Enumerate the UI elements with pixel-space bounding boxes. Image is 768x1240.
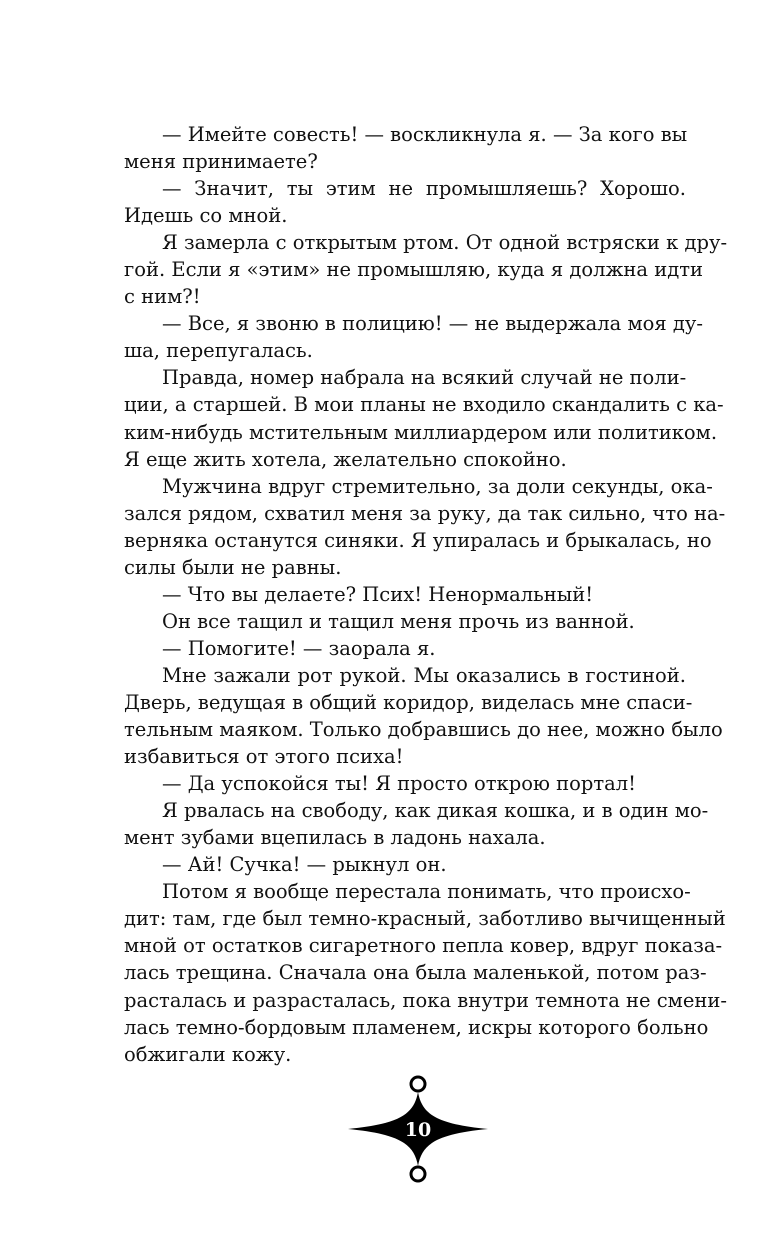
- text-line: силы были не равны.: [124, 555, 342, 579]
- page-number: 10: [404, 1119, 432, 1141]
- star-ornament: [348, 1074, 488, 1186]
- text-line: ша, перепугалась.: [124, 339, 313, 363]
- text-line: ким-нибудь мстительным миллиардером или политиком.: [124, 420, 718, 444]
- paragraph: [124, 878, 727, 1067]
- text-line: — Все, я звоню в полицию! — не выдержала моя ду-: [162, 312, 703, 336]
- text-line: — Помогите! — заорала я.: [162, 636, 436, 660]
- paragraph: [124, 310, 703, 364]
- text-line: Мужчина вдруг стремительно, за доли секунды, ока-: [162, 474, 713, 498]
- text-line: с ним?!: [124, 285, 201, 309]
- paragraph: [124, 635, 686, 662]
- text-line: лась трещина. Сначала она была маленькой, потом раз-: [124, 961, 707, 985]
- text-line: тельным маяком. Только добравшись до нее, можно было: [124, 718, 723, 742]
- paragraph: [124, 473, 726, 581]
- text-line: Я еще жить хотела, желательно спокойно.: [124, 447, 567, 471]
- text-line: мной от остатков сигаретного пепла ковер, вдруг показа-: [124, 934, 723, 958]
- text-line: Потом я вообще перестала понимать, что происхо-: [162, 880, 691, 904]
- paragraph: [124, 797, 709, 851]
- text-line: — Значит, ты этим не промышляешь? Хорошо.: [162, 177, 686, 201]
- paragraph: [124, 608, 686, 635]
- text-line: Идешь со мной.: [124, 204, 288, 228]
- text-line: зался рядом, схватил меня за руку, да так сильно, что на-: [124, 501, 726, 525]
- text-line: мент зубами вцепилась в ладонь нахала.: [124, 826, 546, 850]
- text-line: расталась и разрасталась, пока внутри темнота не смени-: [124, 988, 727, 1012]
- text-line: — Ай! Сучка! — рыкнул он.: [162, 853, 447, 877]
- text-line: меня принимаете?: [124, 150, 318, 174]
- top-circle-icon: [411, 1077, 425, 1091]
- text-line: — Да успокойся ты! Я просто открою портал!: [162, 772, 636, 796]
- body-text: [124, 121, 728, 1068]
- paragraph: [124, 229, 728, 310]
- text-line: Он все тащил и тащил меня прочь из ванной.: [162, 609, 635, 633]
- text-line: Дверь, ведущая в общий коридор, виделась мне спаси-: [124, 690, 693, 714]
- paragraph: [124, 175, 686, 229]
- text-line: Я рвалась на свободу, как дикая кошка, и в один мо-: [162, 799, 709, 823]
- text-line: ции, а старшей. В мои планы не входило скандалить с ка-: [124, 393, 724, 417]
- paragraph: [124, 662, 723, 770]
- paragraph: [124, 770, 686, 797]
- text-line: избавиться от этого психа!: [124, 745, 404, 769]
- text-line: дит: там, где был темно-красный, заботливо вычищенный: [124, 907, 726, 931]
- paragraph: [124, 364, 724, 472]
- paragraph: [124, 851, 686, 878]
- text-line: гой. Если я «этим» не промышляю, куда я должна идти: [124, 258, 704, 282]
- bottom-circle-icon: [411, 1167, 425, 1181]
- page-number-ornament: [348, 1074, 488, 1186]
- text-line: — Имейте совесть! — воскликнула я. — За кого вы: [162, 123, 688, 146]
- text-line: — Что вы делаете? Псих! Ненормальный!: [162, 582, 594, 606]
- text-line: Правда, номер набрала на всякий случай не поли-: [162, 366, 687, 390]
- text-line: Я замерла с открытым ртом. От одной встряски к дру-: [162, 231, 728, 255]
- paragraph: [124, 121, 686, 175]
- text-line: верняка останутся синяки. Я упиралась и брыкалась, но: [124, 528, 712, 552]
- text-line: лась темно-бордовым пламенем, искры которого больно: [124, 1015, 709, 1039]
- paragraph: [124, 581, 686, 608]
- text-line: Мне зажали рот рукой. Мы оказались в гостиной.: [162, 663, 686, 687]
- text-line: обжигали кожу.: [124, 1042, 292, 1066]
